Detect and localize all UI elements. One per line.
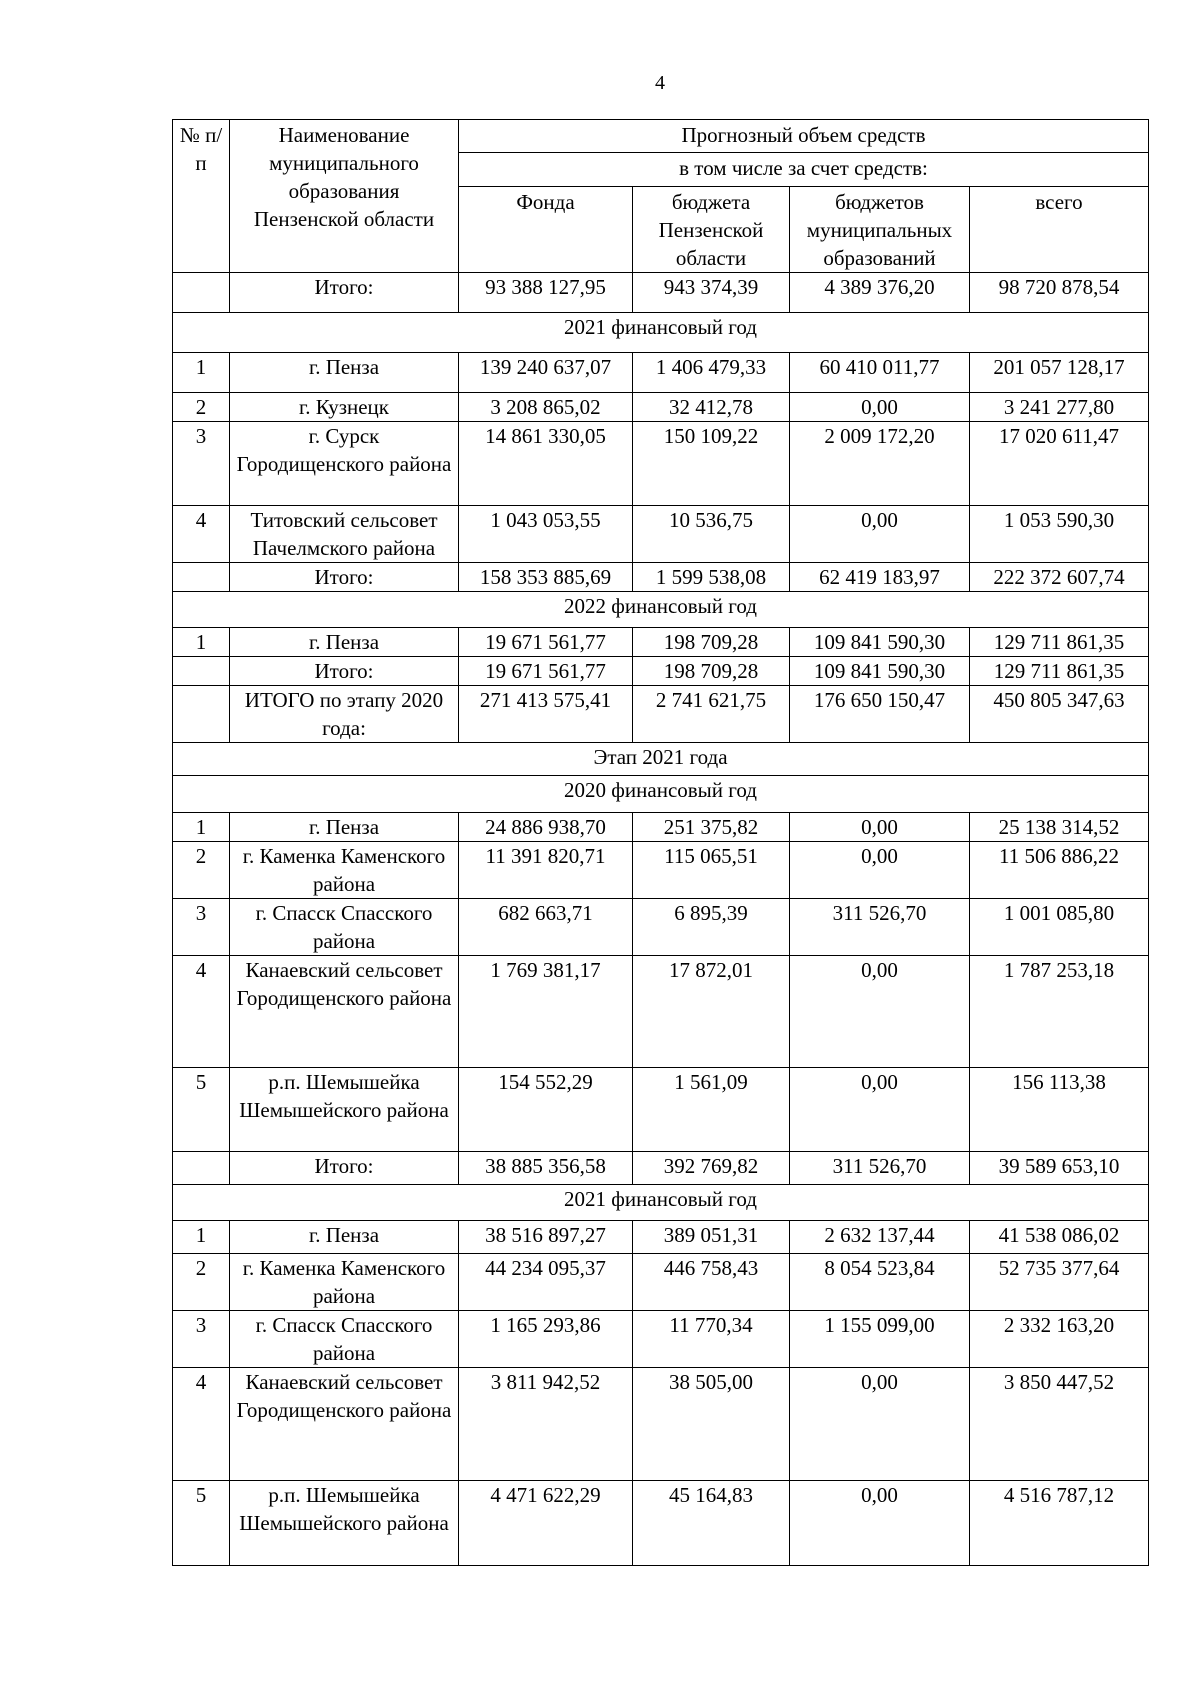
municipal-amount: 0,00 bbox=[790, 813, 970, 842]
total-amount: 1 053 590,30 bbox=[970, 506, 1149, 563]
fund-amount: 158 353 885,69 bbox=[459, 563, 633, 592]
fund-amount: 44 234 095,37 bbox=[459, 1254, 633, 1311]
table-row bbox=[173, 657, 1149, 686]
regional-amount: 1 599 538,08 bbox=[633, 563, 790, 592]
regional-amount: 11 770,34 bbox=[633, 1311, 790, 1368]
row-number: 4 bbox=[173, 1368, 230, 1481]
header-regional: бюджета Пензенской области bbox=[633, 187, 790, 273]
municipality-name: ИТОГО по этапу 2020 года: bbox=[230, 686, 459, 743]
section-row bbox=[173, 776, 1149, 813]
total-amount: 450 805 347,63 bbox=[970, 686, 1149, 743]
fund-amount: 19 671 561,77 bbox=[459, 657, 633, 686]
table-row bbox=[173, 686, 1149, 743]
row-number: 3 bbox=[173, 422, 230, 506]
municipal-amount: 8 054 523,84 bbox=[790, 1254, 970, 1311]
table-row bbox=[173, 422, 1149, 506]
table-row bbox=[173, 899, 1149, 956]
page-number: 4 bbox=[655, 72, 665, 94]
fund-amount: 1 165 293,86 bbox=[459, 1311, 633, 1368]
regional-amount: 38 505,00 bbox=[633, 1368, 790, 1481]
total-amount: 25 138 314,52 bbox=[970, 813, 1149, 842]
total-amount: 156 113,38 bbox=[970, 1068, 1149, 1152]
row-number: 3 bbox=[173, 899, 230, 956]
total-amount: 1 001 085,80 bbox=[970, 899, 1149, 956]
row-number bbox=[173, 657, 230, 686]
row-number bbox=[173, 273, 230, 313]
municipality-name: Титовский сельсовет Пачелмского района bbox=[230, 506, 459, 563]
fund-amount: 24 886 938,70 bbox=[459, 813, 633, 842]
header-including: в том числе за счет средств: bbox=[459, 153, 1149, 187]
row-number: 5 bbox=[173, 1481, 230, 1566]
total-amount: 17 020 611,47 bbox=[970, 422, 1149, 506]
regional-amount: 6 895,39 bbox=[633, 899, 790, 956]
municipal-amount: 176 650 150,47 bbox=[790, 686, 970, 743]
municipal-amount: 60 410 011,77 bbox=[790, 353, 970, 393]
municipality-name: г. Сурск Городищенского района bbox=[230, 422, 459, 506]
municipality-name: Итого: bbox=[230, 563, 459, 592]
fund-amount: 1 043 053,55 bbox=[459, 506, 633, 563]
row-number: 1 bbox=[173, 1221, 230, 1254]
regional-amount: 1 561,09 bbox=[633, 1068, 790, 1152]
table-row bbox=[173, 956, 1149, 1068]
municipality-name: г. Пенза bbox=[230, 628, 459, 657]
municipality-name: г. Спасск Спасского района bbox=[230, 1311, 459, 1368]
municipality-name: Итого: bbox=[230, 657, 459, 686]
table-row bbox=[173, 813, 1149, 842]
section-title: 2021 финансовый год bbox=[173, 1185, 1149, 1221]
row-number: 4 bbox=[173, 956, 230, 1068]
row-number: 2 bbox=[173, 842, 230, 899]
fund-amount: 154 552,29 bbox=[459, 1068, 633, 1152]
municipal-amount: 2 009 172,20 bbox=[790, 422, 970, 506]
regional-amount: 2 741 621,75 bbox=[633, 686, 790, 743]
total-amount: 2 332 163,20 bbox=[970, 1311, 1149, 1368]
header-forecast: Прогнозный объем средств bbox=[459, 120, 1149, 153]
header-num: № п/п bbox=[173, 120, 230, 273]
total-amount: 39 589 653,10 bbox=[970, 1152, 1149, 1185]
section-title: 2020 финансовый год bbox=[173, 776, 1149, 813]
regional-amount: 115 065,51 bbox=[633, 842, 790, 899]
regional-amount: 198 709,28 bbox=[633, 628, 790, 657]
row-number bbox=[173, 1152, 230, 1185]
table-row bbox=[173, 1254, 1149, 1311]
municipality-name: г. Пенза bbox=[230, 813, 459, 842]
row-number: 1 bbox=[173, 813, 230, 842]
table-row bbox=[173, 1221, 1149, 1254]
header-name: Наименование муниципального образования Пензенской области bbox=[230, 120, 459, 273]
fund-amount: 682 663,71 bbox=[459, 899, 633, 956]
row-number: 3 bbox=[173, 1311, 230, 1368]
fund-amount: 139 240 637,07 bbox=[459, 353, 633, 393]
fund-amount: 3 811 942,52 bbox=[459, 1368, 633, 1481]
total-amount: 11 506 886,22 bbox=[970, 842, 1149, 899]
table-row bbox=[173, 842, 1149, 899]
municipal-amount: 109 841 590,30 bbox=[790, 657, 970, 686]
section-row bbox=[173, 313, 1149, 353]
table-row bbox=[173, 1152, 1149, 1185]
municipality-name: Канаевский сельсовет Городищенского района bbox=[230, 1368, 459, 1481]
municipality-name: г. Кузнецк bbox=[230, 393, 459, 422]
table-row bbox=[173, 393, 1149, 422]
section-title: 2021 финансовый год bbox=[173, 313, 1149, 353]
row-number: 1 bbox=[173, 628, 230, 657]
fund-amount: 38 885 356,58 bbox=[459, 1152, 633, 1185]
municipality-name: г. Спасск Спасского района bbox=[230, 899, 459, 956]
municipal-amount: 109 841 590,30 bbox=[790, 628, 970, 657]
row-number: 1 bbox=[173, 353, 230, 393]
regional-amount: 1 406 479,33 bbox=[633, 353, 790, 393]
header-fund: Фонда bbox=[459, 187, 633, 273]
total-amount: 129 711 861,35 bbox=[970, 628, 1149, 657]
fund-amount: 19 671 561,77 bbox=[459, 628, 633, 657]
municipality-name: р.п. Шемышейка Шемышейского района bbox=[230, 1481, 459, 1566]
total-amount: 41 538 086,02 bbox=[970, 1221, 1149, 1254]
municipality-name: г. Каменка Каменского района bbox=[230, 1254, 459, 1311]
municipality-name: р.п. Шемышейка Шемышейского района bbox=[230, 1068, 459, 1152]
section-row bbox=[173, 743, 1149, 776]
municipal-amount: 0,00 bbox=[790, 956, 970, 1068]
table-body bbox=[173, 120, 1149, 1566]
total-amount: 3 850 447,52 bbox=[970, 1368, 1149, 1481]
municipal-amount: 0,00 bbox=[790, 1368, 970, 1481]
fund-amount: 14 861 330,05 bbox=[459, 422, 633, 506]
section-title: 2022 финансовый год bbox=[173, 592, 1149, 628]
regional-amount: 251 375,82 bbox=[633, 813, 790, 842]
regional-amount: 446 758,43 bbox=[633, 1254, 790, 1311]
municipality-name: г. Каменка Каменского района bbox=[230, 842, 459, 899]
municipal-amount: 0,00 bbox=[790, 842, 970, 899]
municipal-amount: 62 419 183,97 bbox=[790, 563, 970, 592]
total-amount: 129 711 861,35 bbox=[970, 657, 1149, 686]
table-row bbox=[173, 563, 1149, 592]
municipal-amount: 2 632 137,44 bbox=[790, 1221, 970, 1254]
total-amount: 222 372 607,74 bbox=[970, 563, 1149, 592]
table-row bbox=[173, 353, 1149, 393]
total-amount: 52 735 377,64 bbox=[970, 1254, 1149, 1311]
regional-amount: 392 769,82 bbox=[633, 1152, 790, 1185]
municipal-amount: 0,00 bbox=[790, 506, 970, 563]
fund-amount: 4 471 622,29 bbox=[459, 1481, 633, 1566]
municipal-amount: 311 526,70 bbox=[790, 899, 970, 956]
fund-amount: 93 388 127,95 bbox=[459, 273, 633, 313]
table-row bbox=[173, 1368, 1149, 1481]
header-municipal: бюджетов муниципальных образований bbox=[790, 187, 970, 273]
table-row bbox=[173, 1311, 1149, 1368]
regional-amount: 389 051,31 bbox=[633, 1221, 790, 1254]
municipality-name: г. Пенза bbox=[230, 1221, 459, 1254]
municipality-name: Канаевский сельсовет Городищенского района bbox=[230, 956, 459, 1068]
row-number: 5 bbox=[173, 1068, 230, 1152]
table-row bbox=[173, 506, 1149, 563]
municipal-amount: 1 155 099,00 bbox=[790, 1311, 970, 1368]
fund-amount: 11 391 820,71 bbox=[459, 842, 633, 899]
fund-amount: 271 413 575,41 bbox=[459, 686, 633, 743]
municipal-amount: 0,00 bbox=[790, 393, 970, 422]
header-total: всего bbox=[970, 187, 1149, 273]
section-title: Этап 2021 года bbox=[173, 743, 1149, 776]
regional-amount: 32 412,78 bbox=[633, 393, 790, 422]
municipality-name: г. Пенза bbox=[230, 353, 459, 393]
table-row bbox=[173, 1068, 1149, 1152]
table-row bbox=[173, 628, 1149, 657]
municipal-amount: 4 389 376,20 bbox=[790, 273, 970, 313]
row-number: 4 bbox=[173, 506, 230, 563]
regional-amount: 150 109,22 bbox=[633, 422, 790, 506]
regional-amount: 198 709,28 bbox=[633, 657, 790, 686]
fund-amount: 1 769 381,17 bbox=[459, 956, 633, 1068]
municipality-name: Итого: bbox=[230, 1152, 459, 1185]
total-amount: 3 241 277,80 bbox=[970, 393, 1149, 422]
funding-table bbox=[172, 119, 1149, 1566]
total-amount: 98 720 878,54 bbox=[970, 273, 1149, 313]
row-number bbox=[173, 686, 230, 743]
fund-amount: 3 208 865,02 bbox=[459, 393, 633, 422]
section-row bbox=[173, 592, 1149, 628]
row-number: 2 bbox=[173, 1254, 230, 1311]
section-row bbox=[173, 1185, 1149, 1221]
fund-amount: 38 516 897,27 bbox=[459, 1221, 633, 1254]
row-number bbox=[173, 563, 230, 592]
table-row bbox=[173, 273, 1149, 313]
total-amount: 1 787 253,18 bbox=[970, 956, 1149, 1068]
regional-amount: 45 164,83 bbox=[633, 1481, 790, 1566]
municipal-amount: 0,00 bbox=[790, 1481, 970, 1566]
regional-amount: 10 536,75 bbox=[633, 506, 790, 563]
regional-amount: 17 872,01 bbox=[633, 956, 790, 1068]
row-number: 2 bbox=[173, 393, 230, 422]
total-amount: 201 057 128,17 bbox=[970, 353, 1149, 393]
municipality-name: Итого: bbox=[230, 273, 459, 313]
total-amount: 4 516 787,12 bbox=[970, 1481, 1149, 1566]
municipal-amount: 311 526,70 bbox=[790, 1152, 970, 1185]
regional-amount: 943 374,39 bbox=[633, 273, 790, 313]
header-row bbox=[173, 120, 1149, 153]
municipal-amount: 0,00 bbox=[790, 1068, 970, 1152]
table-row bbox=[173, 1481, 1149, 1566]
